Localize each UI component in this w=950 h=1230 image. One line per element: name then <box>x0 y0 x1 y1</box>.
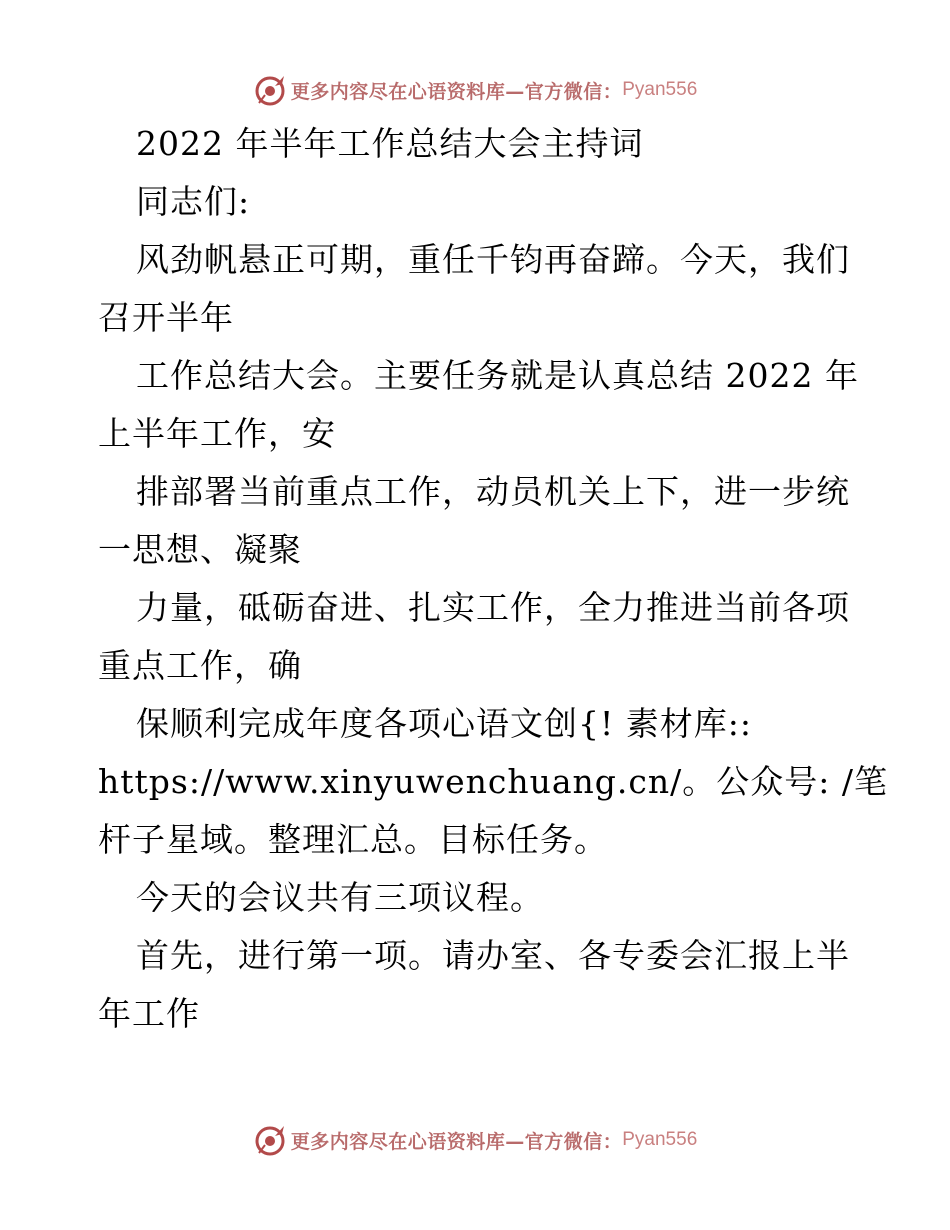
header-banner-text: 更多内容尽在心语资料库—官方微信： <box>290 80 623 103</box>
text-line: 召开半年 <box>98 298 234 337</box>
text-line: 上半年工作，安 <box>98 414 336 453</box>
text-line: 保顺利完成年度各项心语文创{! 素材库:: <box>136 704 752 743</box>
text-line: 同志们: <box>136 182 251 221</box>
header-banner-wechat-id: Pyan556 <box>622 79 698 100</box>
quill-logo-icon <box>253 1123 287 1157</box>
text-line: https://www.xinyuwenchuang.cn/。公众号: /笔 <box>98 762 888 801</box>
text-line: 2022 年半年工作总结大会主持词 <box>136 124 644 163</box>
text-line: 排部署当前重点工作，动员机关上下，进一步统 <box>136 472 850 511</box>
text-line: 一思想、凝聚 <box>98 530 302 569</box>
text-line: 力量，砥砺奋进、扎实工作，全力推进当前各项 <box>136 588 850 627</box>
quill-logo-icon <box>253 73 287 107</box>
text-line: 重点工作，确 <box>98 646 302 685</box>
footer-banner <box>0 1120 950 1160</box>
text-line: 风劲帆悬正可期，重任千钧再奋蹄。今天，我们 <box>136 240 850 279</box>
text-line: 首先，进行第一项。请办室、各专委会汇报上半 <box>136 936 850 975</box>
document-body <box>98 115 888 1043</box>
text-line: 杆子星域。整理汇总。目标任务。 <box>98 820 608 859</box>
text-line: 年工作 <box>98 994 200 1033</box>
text-line: 今天的会议共有三项议程。 <box>136 878 544 917</box>
footer-banner-text: 更多内容尽在心语资料库—官方微信： <box>290 1130 623 1153</box>
header-banner <box>0 70 950 110</box>
text-line: 工作总结大会。主要任务就是认真总结 2022 年 <box>136 356 859 395</box>
footer-banner-wechat-id: Pyan556 <box>622 1129 698 1150</box>
